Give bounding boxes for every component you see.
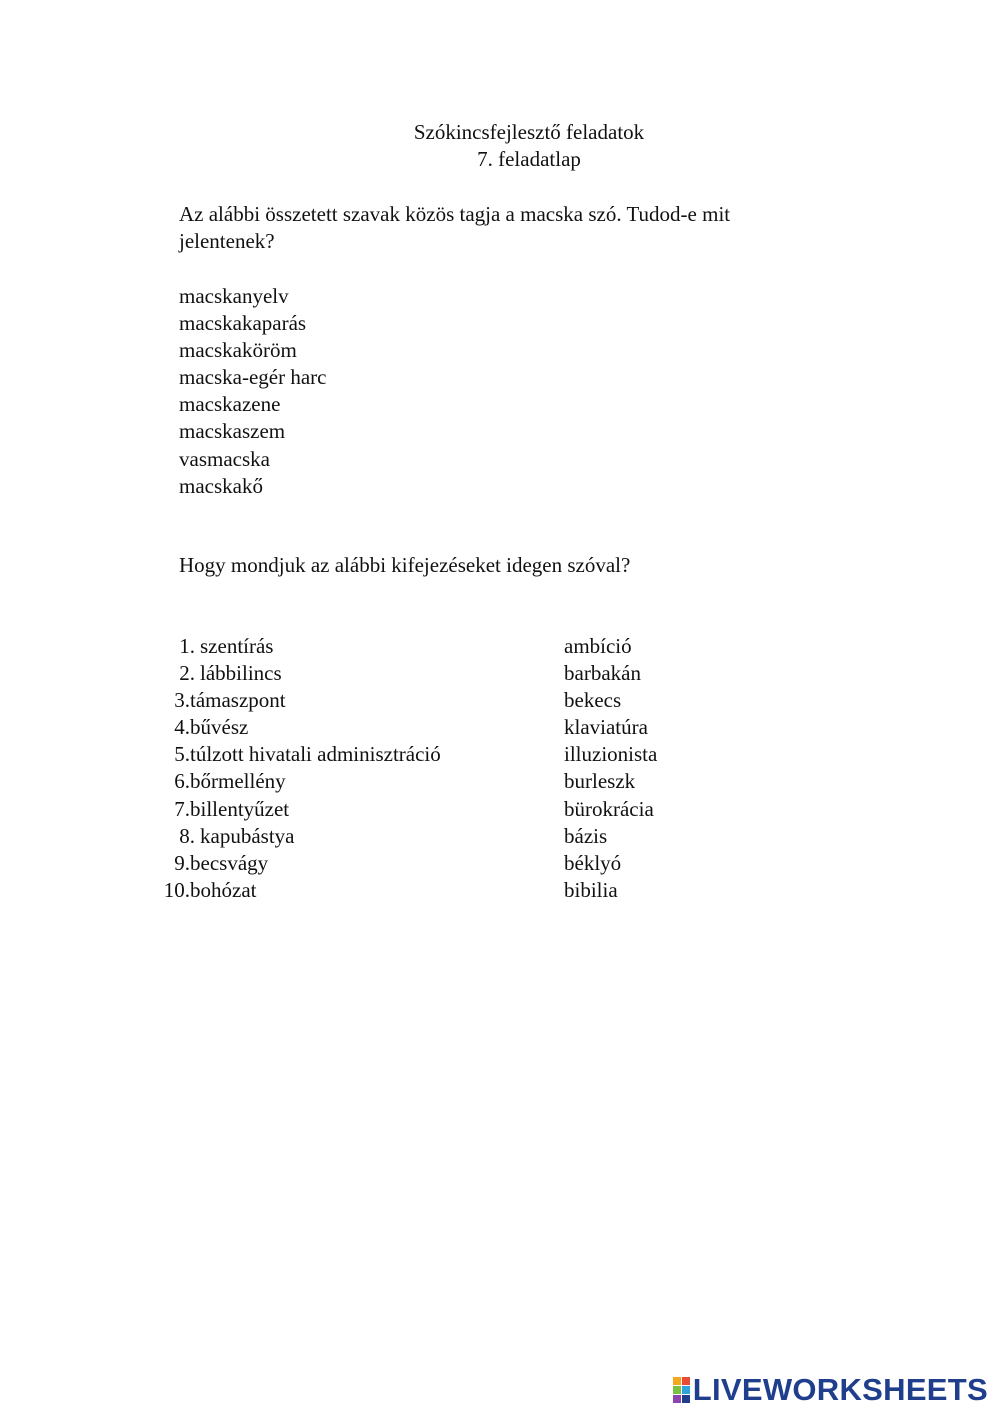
foreign-words-list (564, 633, 657, 904)
list-item: macskanyelv (179, 284, 289, 308)
item-number: 2. (179, 661, 195, 686)
list-item: bázis (564, 823, 608, 848)
list-item: macskazene (179, 392, 281, 417)
list-item: macskakaparás (179, 311, 307, 336)
list-item (0, 823, 441, 850)
logo-square (673, 1377, 681, 1385)
list-item: béklyó (564, 850, 622, 875)
item-number: 8. (179, 823, 195, 848)
liveworksheets-brand[interactable] (673, 1373, 988, 1407)
list-item: macska-egér harc (179, 365, 327, 390)
item-number: 1. (179, 634, 195, 658)
list-item (0, 687, 441, 714)
page-subtitle: 7. feladatlap (477, 147, 581, 171)
logo-square (682, 1377, 690, 1385)
hungarian-expressions-list (0, 633, 441, 904)
exercise1-question: Az alábbi összetett szavak közös tagja a macska szó. Tudod-e mit jelentenek? (179, 202, 731, 253)
list-item (0, 850, 441, 877)
page-title: Szókincsfejlesztő feladatok (413, 120, 645, 144)
item-text: bohózat (190, 877, 257, 902)
list-item (0, 741, 441, 768)
list-item: vasmacska (179, 446, 270, 471)
list-item: macskaszem (179, 419, 286, 444)
brand-name: LIVEWORKSHEETS (692, 1372, 988, 1407)
list-item (0, 877, 441, 904)
list-item (0, 796, 441, 823)
list-item: illuzionista (564, 742, 658, 767)
list-item: macskakő (179, 473, 263, 498)
item-text: lábbilincs (200, 661, 282, 686)
logo-square (673, 1386, 681, 1394)
list-item: klaviatúra (564, 715, 648, 740)
item-text: becsvágy (190, 850, 269, 875)
list-item: bibilia (564, 877, 618, 902)
item-number: 4. (174, 715, 190, 740)
logo-square (682, 1395, 690, 1403)
exercise2-question: Hogy mondjuk az alábbi kifejezéseket idegen szóval? (179, 553, 631, 577)
item-number: 3. (174, 688, 190, 713)
list-item: macskaköröm (179, 338, 297, 363)
logo-square (682, 1386, 690, 1394)
item-number: 9. (174, 850, 190, 875)
item-number: 5. (174, 742, 190, 767)
item-text: túlzott hivatali adminisztráció (190, 742, 441, 767)
list-item (0, 633, 441, 660)
item-text: bűvész (190, 715, 249, 740)
list-item (0, 768, 441, 795)
item-number: 10. (163, 877, 190, 902)
list-item (0, 714, 441, 741)
logo-square (673, 1395, 681, 1403)
list-item: barbakán (564, 661, 641, 686)
list-item: ambíció (564, 634, 632, 658)
item-text: kapubástya (200, 823, 295, 848)
item-number: 6. (174, 769, 190, 794)
item-text: bőrmellény (190, 769, 286, 794)
list-item (0, 660, 441, 687)
list-item: bürokrácia (564, 796, 654, 821)
item-text: szentírás (200, 634, 274, 658)
item-text: támaszpont (190, 688, 286, 713)
item-number: 7. (174, 796, 190, 821)
item-text: billentyűzet (190, 796, 290, 821)
list-item: burleszk (564, 769, 636, 794)
list-item: bekecs (564, 688, 622, 713)
macska-word-list (179, 283, 326, 500)
liveworksheets-logo-icon (673, 1377, 690, 1403)
